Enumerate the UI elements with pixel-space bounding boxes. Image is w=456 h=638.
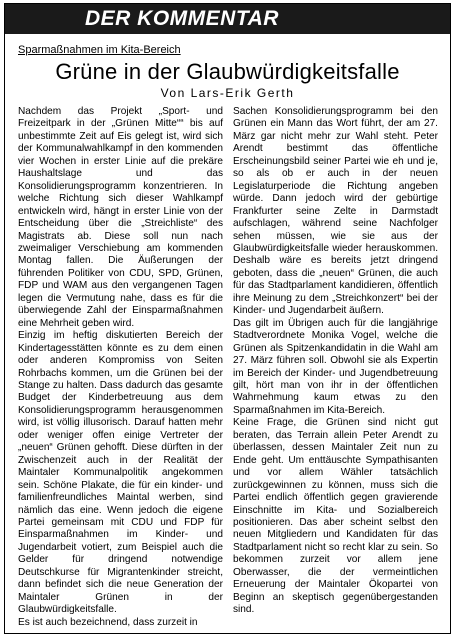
paragraph: Einzig im heftig diskutierten Bereich der Kindertagesstätten könnte es zu dem einen oder anderen Kompromiss von Seiten Rohrbachs kommen, um die Grünen bei der Stange zu halten. Dass dadurch das gesamte Budget der Kinderbetreuung aus dem Konsolidierungsprogramm herausgenommen wird, ist völlig illusorisch. Darauf hatten mehr oder weniger offen einige Vertreter der „neuen“ Grünen gehofft. Diese dürften in der Zwischenzeit auch in der Realität der Maintaler Kommunalpolitik angekommen sein. Schöne Plakate, die für ein kinder- und familienfreundliches Maintal werben, sind nämlich das eine. Wenn jedoch die eigene Partei gemeinsam mit CDU und FDP für Einsparmaßnahmen im Kinder- und Jugendarbeit votiert, zum Beispiel auch die Gelder für dringend notwendige Deutschkurse für Migrantenkinder streicht, dann befindet sich die neue Generation der Maintaler Grünen in der Glaubwürdigkeitsfalle. — [18, 330, 223, 616]
article-headline: Grüne in der Glaubwürdigkeitsfalle — [55, 59, 400, 84]
paragraph: Es ist auch bezeichnend, dass zurzeit in — [18, 616, 198, 628]
paragraph: Sachen Konsolidierungsprogramm bei den Grünen ein Mann das Wort führt, der am 27. März gar nicht mehr zur Wahl steht. Peter Arendt bestimmt das öffentliche Erscheinungsbild seiner Partei wie eh und je, so als ob er auch in der neuen Legislaturperiode die Richtung angeben würde. Dann jedoch wird der gebürtige Frankfurter seine Zelte in Darmstadt aufschlagen, während seine Nachfolger sehen müssen, wie sie aus der Glaubwürdigkeitsfalle wieder herauskommen. Deshalb wäre es bereits jetzt dringend geboten, dass die „neuen“ Grünen, die auch für das Stadtparlament kandidieren, öffentlich ihre Meinung zu dem „Streichkonzert“ bei der Kinder- und Jugendarbeit äußern. — [233, 106, 438, 317]
paragraph: Das gilt im Übrigen auch für die langjährige Stadtverordnete Monika Vogel, welche die Grünen als Spitzenkandidatin in die Wahl am 27. März führen soll. Obwohl sie als Expertin im Bereich der Kinder- und Jugendbetreuung gilt, hört man von ihr in der öffentlichen Wahrnehmung kaum etwas zu den Sparmaßnahmen im Kita-Bereich. — [233, 317, 438, 416]
article-column-left — [18, 106, 223, 629]
paragraph: Keine Frage, die Grünen sind nicht gut beraten, das Terrain allein Peter Arendt zu überlassen, dessen Maintaler Zeit nun zu Ende geht. Um enttäuschte Sympathisanten und vor allem Wähler tatsächlich zurückgewinnen zu können, muss sich die Partei endlich öffentlich gegen gravierende Einschnitte im Kita- und Sozialbereich positionieren. Das aber scheint selbst den neuen Mitgliedern und Kandidaten für das Stadtparlament nicht so recht klar zu sein. So bekommen zurzeit vor allem jene Oberwasser, die der vermeintlichen Erneuerung der Maintaler Ökopartei von Beginn an skeptisch gegenübergestanden sind. — [233, 417, 438, 616]
article-byline: Von Lars-Erik Gerth — [160, 86, 295, 100]
paragraph: Nachdem das Projekt „Sport- und Freizeitpark in der „Grünen Mitte““ bis auf unbestimmte Zeit auf Eis gelegt ist, wird sich der Kommunalwahlkampf in den kommenden vier Wochen in erster Linie auf die prekäre Haushaltslage und das Konsolidierungsprogramm konzentrieren. In welche Richtung sich dieser Wahlkampf entwickeln wird, hängt in erster Linie von der Entscheidung über die „Streichliste“ des Magistrats ab. Diese soll nun nach zweimaliger Verschiebung am kommenden Montag fallen. Die Äußerungen der führenden Politiker von CDU, SPD, Grünen, FDP und WAM aus den vergangenen Tagen legen die Vermutung nahe, dass es für die überwiegende Zahl der Einsparmaßnahmen eine Mehrheit geben wird. — [18, 106, 223, 329]
newspaper-column — [4, 3, 451, 634]
section-title: DER KOMMENTAR — [85, 7, 279, 30]
article-column-right — [233, 106, 438, 617]
article-kicker: Sparmaßnahmen im Kita-Bereich — [18, 44, 181, 56]
section-header — [5, 4, 450, 34]
